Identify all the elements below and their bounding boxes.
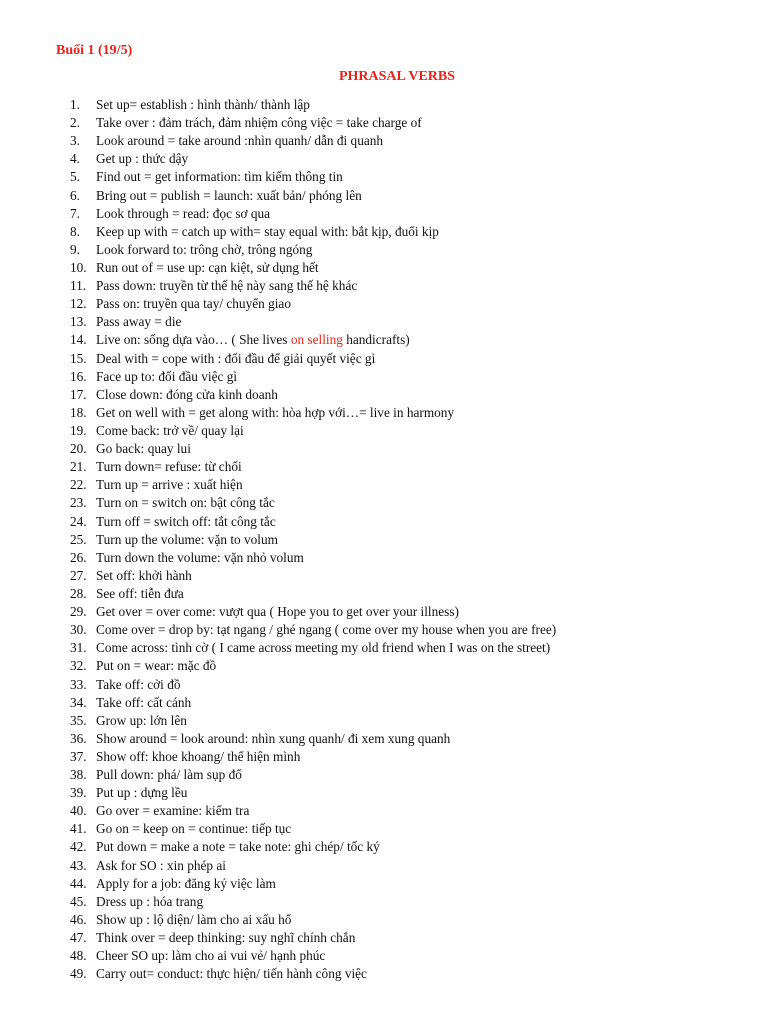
item-definition: Look forward to: trông chờ, trông ngóng: [96, 241, 313, 257]
list-item: [0, 150, 740, 168]
item-definition: Keep up with = catch up with= stay equal with: bắt kịp, đuổi kịp: [96, 223, 439, 239]
item-number: 40.: [70, 803, 87, 819]
item-text: [96, 513, 276, 531]
item-text: [96, 965, 367, 983]
item-text: [96, 947, 325, 965]
item-definition: Get on well with = get along with: hòa hợp với…= live in harmony: [96, 404, 455, 420]
item-text: [96, 676, 181, 694]
item-definition: Set off: khởi hành: [96, 567, 192, 583]
item-number: 43.: [70, 857, 87, 873]
item-text: [96, 567, 192, 585]
list-item: [0, 748, 740, 766]
item-definition: Show around = look around: nhìn xung quanh/ đi xem xung quanh: [96, 730, 451, 746]
item-number: 6.: [70, 187, 80, 203]
item-number: 38.: [70, 767, 87, 783]
item-number: 4.: [70, 151, 80, 167]
item-definition: Show up : lộ diện/ làm cho ai xấu hổ: [96, 911, 292, 927]
item-number: 33.: [70, 676, 87, 692]
item-text: [96, 730, 450, 748]
list-item: [0, 513, 740, 531]
list-item: [0, 132, 740, 150]
item-number: 26.: [70, 549, 87, 565]
item-number: 15.: [70, 350, 87, 366]
item-number: 18.: [70, 404, 87, 420]
item-text: [96, 368, 237, 386]
list-item: [0, 857, 740, 875]
item-text: [96, 96, 310, 114]
item-number: 42.: [70, 839, 87, 855]
item-text: [96, 277, 357, 295]
item-definition: Come across: tình cờ ( I came across meeting my old friend when I was on the street): [96, 640, 551, 656]
list-item: [0, 96, 740, 114]
list-item: [0, 965, 740, 983]
list-item: [0, 277, 740, 295]
item-text: [96, 639, 550, 657]
item-definition: Look around = take around :nhìn quanh/ dẫn đi quanh: [96, 133, 384, 149]
phrasal-verb-list: [0, 96, 740, 983]
item-definition: Show off: khoe khoang/ thể hiện mình: [96, 748, 301, 764]
list-item: [0, 350, 740, 368]
item-definition: Turn down= refuse: từ chối: [96, 459, 242, 475]
list-item: [0, 893, 740, 911]
item-definition: Dress up : hóa trang: [96, 893, 204, 909]
item-definition: Come over = drop by: tạt ngang / ghé ngang ( come over my house when you are free): [96, 622, 557, 638]
list-item: [0, 368, 740, 386]
list-item: [0, 223, 740, 241]
item-number: 23.: [70, 495, 87, 511]
item-number: 16.: [70, 368, 87, 384]
item-text: [96, 929, 355, 947]
item-text: [96, 241, 312, 259]
list-item: [0, 331, 740, 349]
item-number: 39.: [70, 785, 87, 801]
item-number: 29.: [70, 604, 87, 620]
item-definition: Turn up = arrive : xuất hiện: [96, 477, 243, 493]
item-text: [96, 820, 291, 838]
item-number: 14.: [70, 332, 87, 348]
item-definition: Live on: sống dựa vào… ( She lives: [96, 332, 291, 348]
item-definition: Cheer SO up: làm cho ai vui vẻ/ hạnh phúc: [96, 948, 326, 964]
list-item: [0, 911, 740, 929]
item-number: 9.: [70, 241, 80, 257]
item-definition: Pass down: truyền từ thế hệ này sang thế hệ khác: [96, 278, 358, 294]
item-definition: Go back: quay lui: [96, 441, 191, 457]
list-item: [0, 838, 740, 856]
item-text: [96, 603, 459, 621]
item-number: 45.: [70, 893, 87, 909]
item-number: 1.: [70, 97, 80, 112]
item-number: 34.: [70, 694, 87, 710]
item-text: [96, 331, 410, 349]
item-text: [96, 802, 249, 820]
item-text: [96, 440, 191, 458]
item-text: [96, 748, 300, 766]
list-item: [0, 802, 740, 820]
list-item: [0, 313, 740, 331]
item-definition: Set up= establish : hình thành/ thành lập: [96, 97, 310, 112]
list-item: [0, 820, 740, 838]
list-item: [0, 241, 740, 259]
item-text: [96, 875, 276, 893]
item-text: [96, 404, 454, 422]
list-item: [0, 567, 740, 585]
item-text: [96, 838, 380, 856]
item-definition: Grow up: lớn lên: [96, 712, 187, 728]
list-item: [0, 386, 740, 404]
list-item: [0, 476, 740, 494]
item-definition: Turn up the volume: vặn to volum: [96, 531, 278, 547]
item-text: [96, 911, 291, 929]
item-number: 22.: [70, 477, 87, 493]
item-definition: Look through = read: đọc sơ qua: [96, 205, 271, 221]
list-item: [0, 676, 740, 694]
item-number: 2.: [70, 115, 80, 131]
item-definition: Get over = over come: vượt qua ( Hope you to get over your illness): [96, 604, 459, 620]
list-item: [0, 458, 740, 476]
item-number: 48.: [70, 948, 87, 964]
item-definition: Think over = deep thinking: suy nghĩ chính chắn: [96, 930, 356, 946]
item-text: [96, 223, 439, 241]
item-definition: Apply for a job: đăng ký việc làm: [96, 875, 276, 891]
list-item: [0, 114, 740, 132]
item-text: [96, 259, 319, 277]
item-text: [96, 784, 187, 802]
item-number: 41.: [70, 821, 87, 837]
item-definition: Take over : đảm trách, đảm nhiệm công việc = take charge of: [96, 115, 422, 131]
item-number: 28.: [70, 585, 87, 601]
list-item: [0, 295, 740, 313]
item-text: [96, 621, 556, 639]
item-definition: Turn down the volume: vặn nhỏ volum: [96, 549, 304, 565]
item-number: 12.: [70, 296, 87, 312]
list-item: [0, 259, 740, 277]
list-item: [0, 947, 740, 965]
item-definition: Find out = get information: tìm kiếm thông tin: [96, 169, 343, 185]
item-text: [96, 132, 383, 150]
item-text: [96, 168, 343, 186]
item-number: 8.: [70, 223, 80, 239]
highlight-text: on selling: [290, 332, 343, 348]
item-number: 30.: [70, 622, 87, 638]
item-number: 10.: [70, 259, 87, 275]
list-item: [0, 875, 740, 893]
list-item: [0, 494, 740, 512]
item-text: [96, 313, 181, 331]
item-number: 17.: [70, 386, 87, 402]
list-item: [0, 585, 740, 603]
item-number: 5.: [70, 169, 80, 185]
item-definition: Face up to: đối đầu việc gì: [96, 368, 238, 384]
item-definition: Carry out= conduct: thực hiện/ tiến hành công việc: [96, 966, 367, 982]
list-item: [0, 440, 740, 458]
item-text: [96, 476, 243, 494]
list-item: [0, 205, 740, 223]
item-definition: Put down = make a note = take note: ghi chép/ tốc ký: [96, 839, 380, 855]
item-definition: See off: tiễn đưa: [96, 585, 184, 601]
list-item: [0, 929, 740, 947]
list-item: [0, 657, 740, 675]
list-item: [0, 621, 740, 639]
item-text: [96, 150, 188, 168]
item-number: 36.: [70, 730, 87, 746]
item-definition: Go on = keep on = continue: tiếp tục: [96, 821, 292, 837]
item-text: [96, 295, 291, 313]
item-definition: Bring out = publish = launch: xuất bản/ phóng lên: [96, 187, 362, 203]
list-item: [0, 531, 740, 549]
item-definition: Ask for SO : xin phép ai: [96, 857, 227, 873]
item-definition: Go over = examine: kiểm tra: [96, 803, 250, 819]
list-item: [0, 603, 740, 621]
list-item: [0, 639, 740, 657]
item-number: 44.: [70, 875, 87, 891]
item-text: [96, 494, 275, 512]
item-definition: Put up : dựng lều: [96, 785, 188, 801]
item-text: [96, 857, 226, 875]
item-definition: Take off: cởi đồ: [96, 676, 181, 692]
item-text: [96, 657, 216, 675]
list-item: [0, 730, 740, 748]
list-item: [0, 549, 740, 567]
item-definition-tail: handicrafts): [342, 332, 410, 348]
item-text: [96, 114, 422, 132]
item-number: 37.: [70, 748, 87, 764]
item-number: 11.: [70, 278, 87, 294]
item-definition: Pull down: phá/ làm sụp đổ: [96, 767, 242, 783]
list-item: [0, 404, 740, 422]
item-text: [96, 458, 242, 476]
list-item: [0, 766, 740, 784]
item-definition: Come back: trở về/ quay lại: [96, 422, 244, 438]
item-text: [96, 712, 187, 730]
list-item: [0, 784, 740, 802]
list-item: [0, 187, 740, 205]
item-text: [96, 893, 203, 911]
item-number: 19.: [70, 422, 87, 438]
item-number: 31.: [70, 640, 87, 656]
item-text: [96, 205, 270, 223]
item-number: 46.: [70, 911, 87, 927]
item-text: [96, 531, 278, 549]
item-number: 13.: [70, 314, 87, 330]
item-text: [96, 386, 278, 404]
item-number: 24.: [70, 513, 87, 529]
item-text: [96, 422, 244, 440]
item-number: 21.: [70, 459, 87, 475]
item-number: 7.: [70, 205, 80, 221]
item-definition: Pass on: truyền qua tay/ chuyển giao: [96, 296, 291, 312]
list-item: [0, 168, 740, 186]
item-definition: Turn on = switch on: bật công tắc: [96, 495, 275, 511]
page-title: PHRASAL VERBS: [338, 69, 456, 84]
item-text: [96, 549, 304, 567]
item-text: [96, 585, 184, 603]
item-number: 3.: [70, 133, 80, 149]
item-number: 47.: [70, 930, 87, 946]
item-text: [96, 187, 362, 205]
list-item: [0, 422, 740, 440]
item-number: 35.: [70, 712, 87, 728]
session-heading: Buổi 1 (19/5): [56, 43, 133, 58]
item-number: 32.: [70, 658, 87, 674]
item-definition: Get up : thức dậy: [96, 151, 189, 167]
item-definition: Deal with = cope with : đối đầu để giải quyết việc gì: [96, 350, 376, 366]
item-number: 25.: [70, 531, 87, 547]
item-definition: Put on = wear: mặc đồ: [96, 658, 217, 674]
list-item: [0, 712, 740, 730]
item-text: [96, 766, 242, 784]
item-definition: Pass away = die: [96, 314, 182, 330]
item-number: 27.: [70, 567, 87, 583]
list-item: [0, 694, 740, 712]
item-definition: Run out of = use up: cạn kiệt, sử dụng hết: [96, 259, 319, 275]
item-definition: Turn off = switch off: tắt công tắc: [96, 513, 276, 529]
item-text: [96, 350, 375, 368]
item-number: 20.: [70, 441, 87, 457]
item-definition: Close down: đóng cửa kinh doanh: [96, 386, 278, 402]
item-number: 49.: [70, 966, 87, 982]
item-definition: Take off: cất cánh: [96, 694, 192, 710]
item-text: [96, 694, 191, 712]
